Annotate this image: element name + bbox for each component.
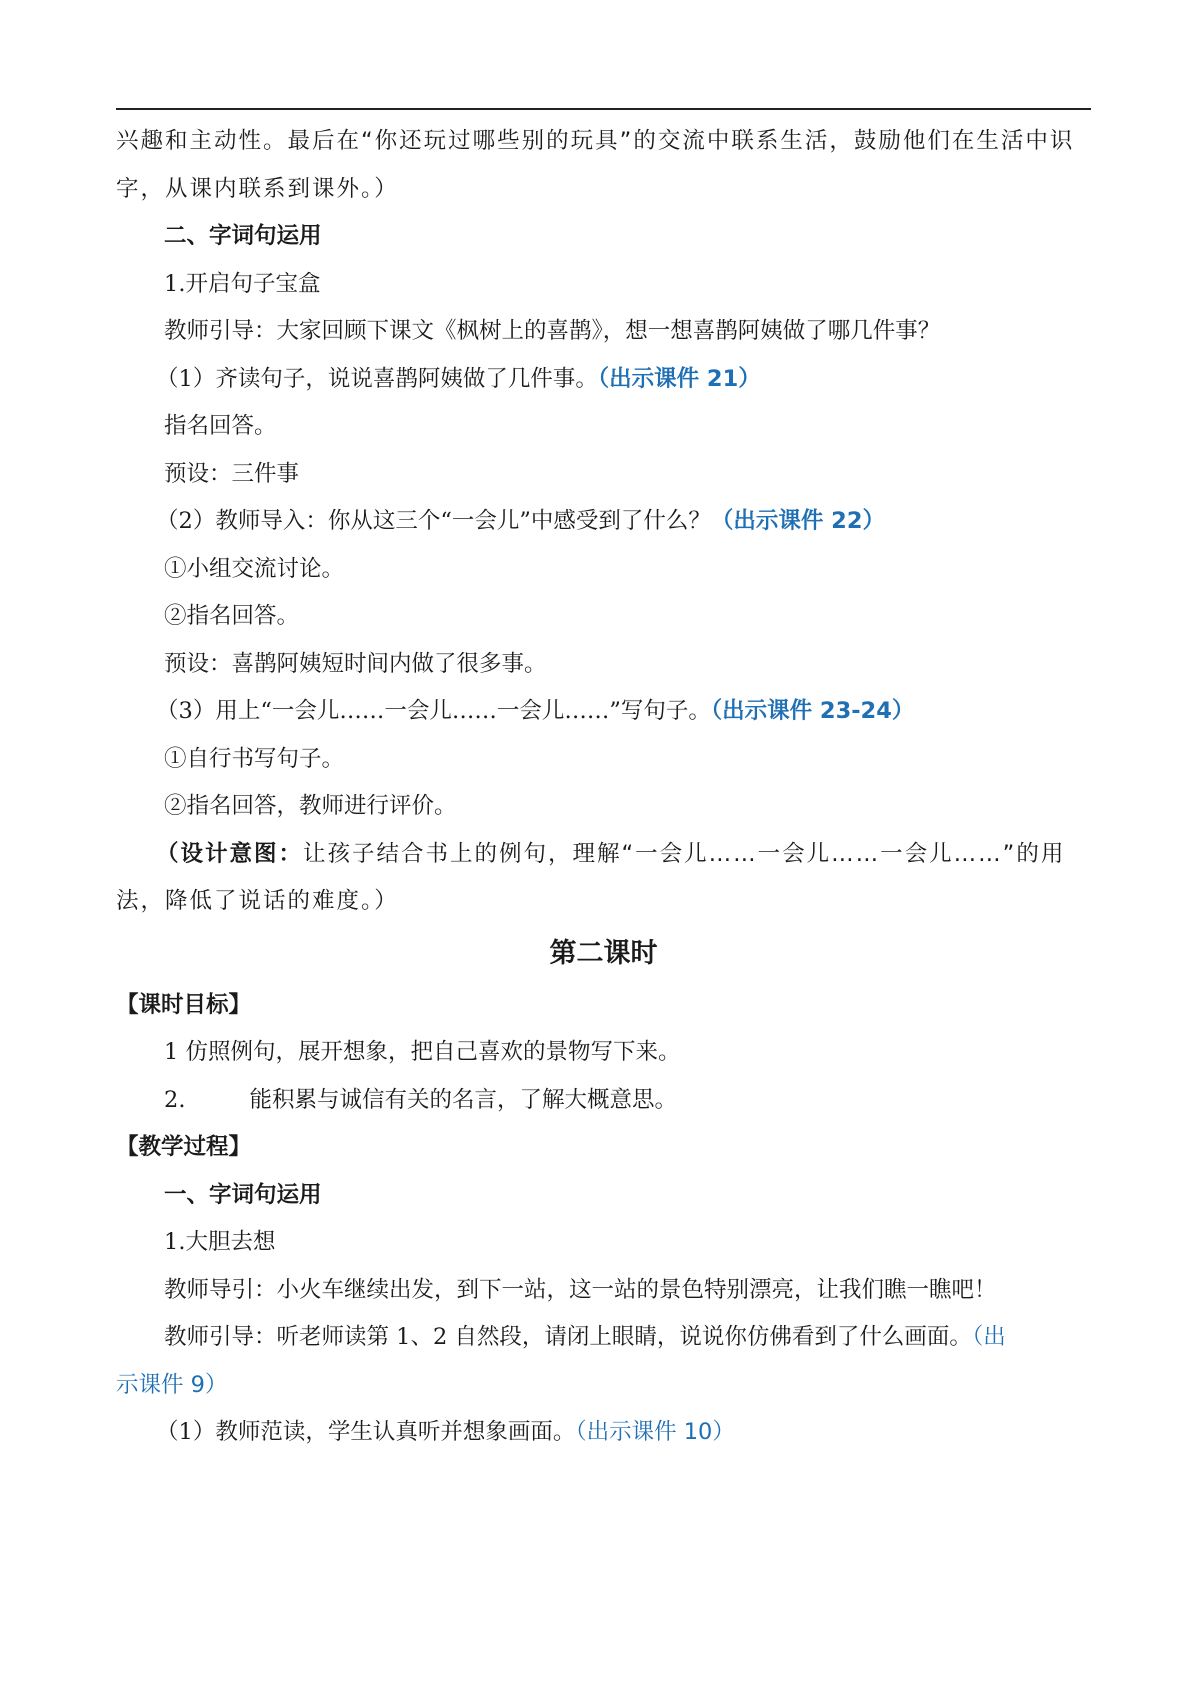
courseware-tag: （出示课件 22） bbox=[710, 508, 885, 534]
paragraph-line: ①自行书写句子。 bbox=[164, 745, 345, 772]
question-text: （1）齐读句子，说说喜鹊阿姨做了几件事。 bbox=[156, 365, 598, 392]
question-line bbox=[116, 498, 1091, 546]
question-text: （3）用上“一会儿……一会儿……一会儿……”写句子。 bbox=[156, 698, 711, 724]
question-line bbox=[116, 1409, 1091, 1457]
paragraph-line: ①小组交流讨论。 bbox=[164, 555, 345, 582]
paragraph-line: 教师导引：小火车继续出发，到下一站，这一站的景色特别漂亮，让我们瞧一瞧吧！ bbox=[164, 1276, 997, 1303]
subheading: 1.大胆去想 bbox=[164, 1229, 276, 1255]
section-heading: 一、字词句运用 bbox=[164, 1181, 322, 1208]
paragraph-line: 预设：三件事 bbox=[164, 460, 300, 487]
process-heading: 【教学过程】 bbox=[116, 1134, 252, 1160]
goal-text: 能积累与诚信有关的名言，了解大概意思。 bbox=[249, 1086, 677, 1113]
courseware-tag: （出示课件 23-24） bbox=[710, 698, 915, 724]
courseware-tag: （出示课件 21） bbox=[597, 365, 761, 392]
goals-heading: 【课时目标】 bbox=[116, 991, 252, 1018]
paragraph-line bbox=[116, 1314, 1091, 1362]
design-intent-line bbox=[116, 831, 1091, 879]
paragraph-line: ②指名回答。 bbox=[164, 603, 300, 629]
goal-item: 1 仿照例句，展开想象，把自己喜欢的景物写下来。 bbox=[164, 1039, 681, 1065]
design-intent-text: 让孩子结合书上的例句，理解“一会儿……一会儿……一会儿……”的用 bbox=[303, 840, 1066, 867]
paragraph-line: 字，从课内联系到课外。） bbox=[116, 175, 399, 202]
lesson-title: 第二课时 bbox=[549, 937, 658, 969]
paragraph-line: 兴趣和主动性。最后在“你还玩过哪些别的玩具”的交流中联系生活，鼓励他们在生活中识 bbox=[116, 128, 1075, 154]
question-text: （2）教师导入：你从这三个“一会儿”中感受到了什么？ bbox=[156, 508, 711, 534]
paragraph-line: 预设：喜鹊阿姨短时间内做了很多事。 bbox=[164, 650, 547, 677]
paragraph-line: ②指名回答，教师进行评价。 bbox=[164, 793, 457, 819]
courseware-tag: （出 bbox=[971, 1324, 1006, 1350]
question-line bbox=[116, 356, 1091, 404]
document-page bbox=[116, 118, 1091, 1457]
courseware-tag: （出示课件 10） bbox=[575, 1419, 735, 1445]
question-line bbox=[116, 688, 1091, 736]
paragraph-line: 指名回答。 bbox=[164, 413, 277, 439]
question-text: （1）教师范读，学生认真听并想象画面。 bbox=[156, 1419, 576, 1445]
goal-item bbox=[116, 1077, 1091, 1125]
goal-number: 2. bbox=[164, 1086, 186, 1113]
paragraph-line: 法，降低了说话的难度。） bbox=[116, 888, 399, 914]
section-heading: 二、字词句运用 bbox=[164, 223, 322, 249]
courseware-tag: 示课件 9） bbox=[116, 1371, 228, 1398]
paragraph-text: 教师引导：听老师读第 1、2 自然段，请闭上眼睛，说说你仿佛看到了什么画面。 bbox=[164, 1324, 972, 1350]
subheading: 1.开启句子宝盒 bbox=[164, 270, 321, 297]
paragraph-line: 教师引导：大家回顾下课文《枫树上的喜鹊》，想一想喜鹊阿姨做了哪几件事？ bbox=[164, 318, 941, 344]
header-rule bbox=[116, 108, 1091, 110]
design-intent-label: （设计意图： bbox=[156, 840, 304, 867]
